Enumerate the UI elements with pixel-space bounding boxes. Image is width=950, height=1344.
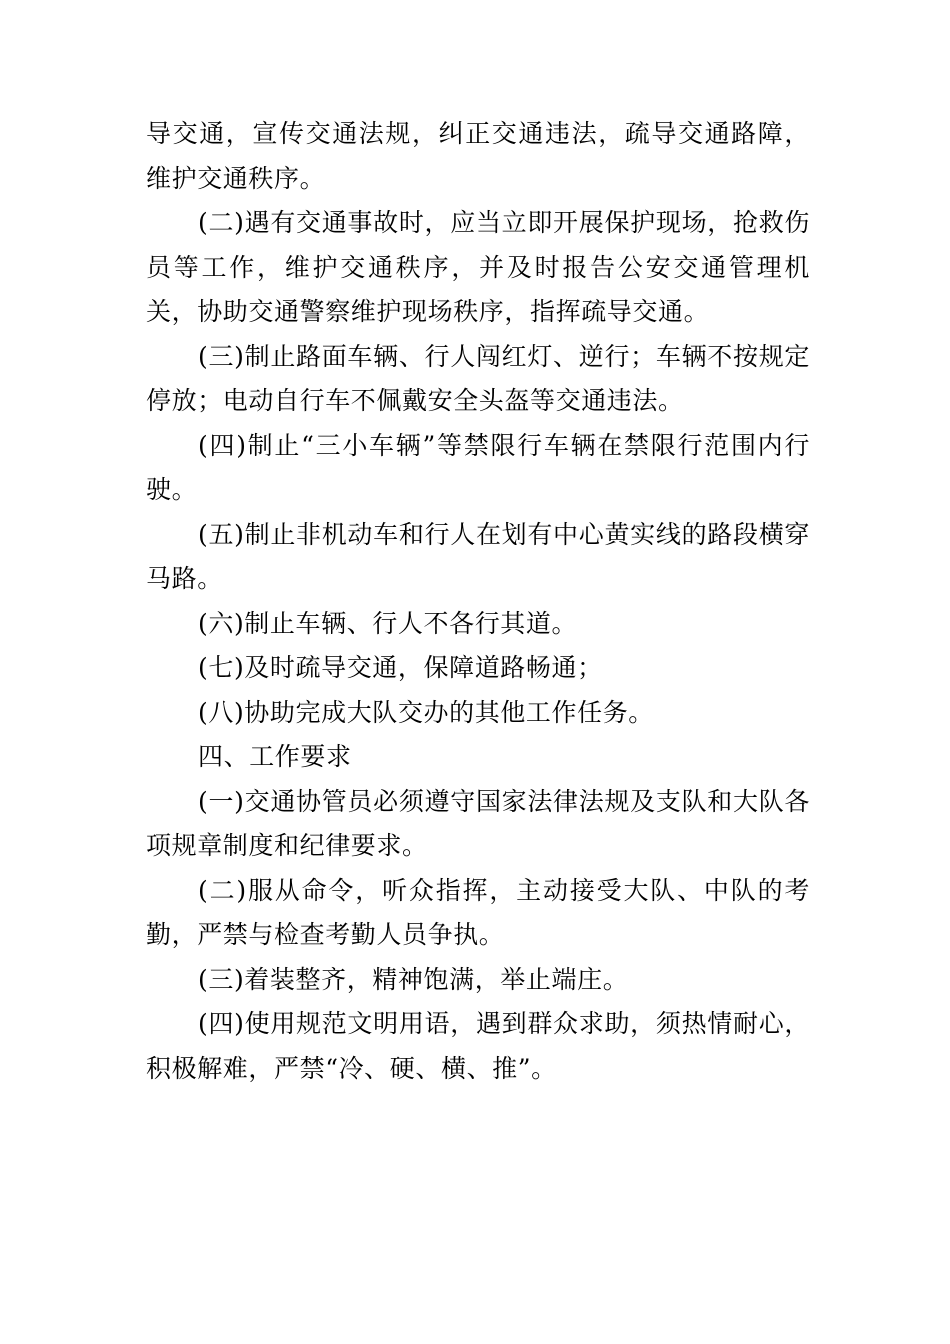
paragraph-item-3-violations: (三)制止路面车辆、行人闯红灯、逆行；车辆不按规定停放；电动自行车不佩戴安全头盔等交通违法。	[146, 341, 810, 415]
paragraph-item-5-crossing: (五)制止非机动车和行人在划有中心黄实线的路段横穿马路。	[146, 519, 810, 593]
document-body	[146, 112, 810, 1091]
paragraph-item-4-restricted-vehicles: (四)制止“三小车辆”等禁限行车辆在禁限行范围内行驶。	[146, 430, 810, 504]
paragraph-item-2-accident: (二)遇有交通事故时，应当立即开展保护现场，抢救伤员等工作，维护交通秩序，并及时报告公安交通管理机关，协助交通警察维护现场秩序，指挥疏导交通。	[146, 208, 810, 326]
paragraph-req-4-language: (四)使用规范文明用语，遇到群众求助，须热情耐心，积极解难，严禁“冷、硬、横、推”。	[146, 1009, 810, 1083]
paragraph-continued: 导交通，宣传交通法规，纠正交通违法，疏导交通路障，维护交通秩序。	[146, 119, 810, 193]
paragraph-item-7-traffic-flow: (七)及时疏导交通，保障道路畅通；	[198, 653, 603, 682]
section-heading-work-requirements: 四、工作要求	[198, 742, 352, 771]
paragraph-item-8-other-tasks: (八)协助完成大队交办的其他工作任务。	[198, 697, 654, 727]
paragraph-req-2-orders: (二)服从命令，听众指挥，主动接受大队、中队的考勤，严禁与检查考勤人员争执。	[146, 875, 810, 949]
paragraph-item-6-lanes: (六)制止车辆、行人不各行其道。	[198, 608, 578, 638]
paragraph-req-1-laws: (一)交通协管员必须遵守国家法律法规及支队和大队各项规章制度和纪律要求。	[146, 786, 810, 860]
paragraph-req-3-appearance: (三)着装整齐，精神饱满，举止端庄。	[198, 964, 629, 994]
